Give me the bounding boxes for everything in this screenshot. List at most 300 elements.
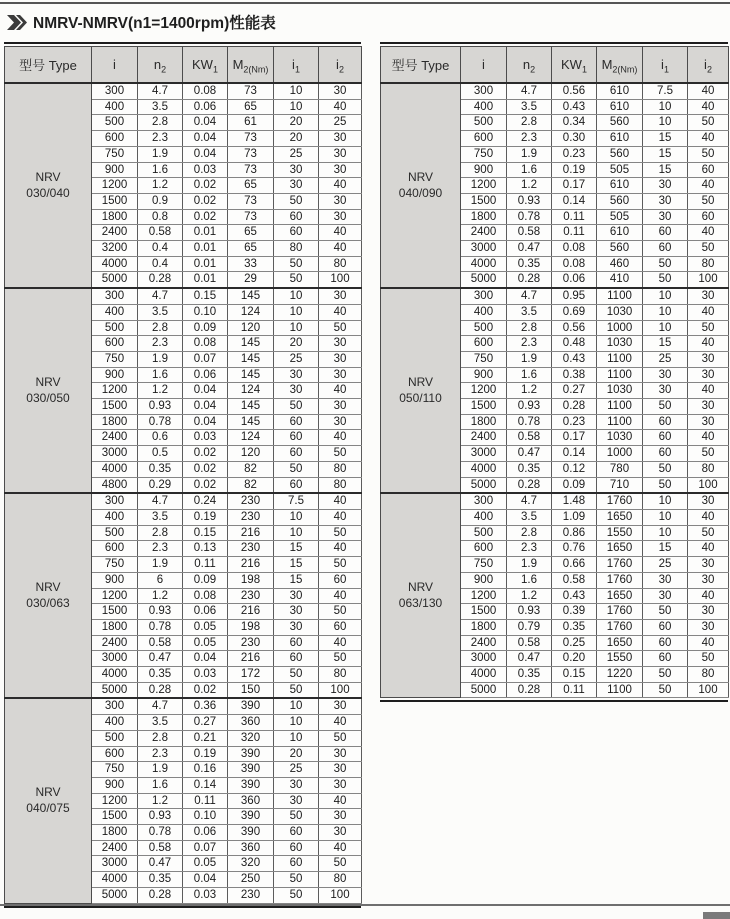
data-cell: 60 — [274, 430, 319, 446]
data-cell: 0.01 — [183, 241, 228, 257]
data-cell: 0.78 — [138, 619, 183, 635]
model-name: NRV — [407, 375, 434, 390]
data-cell: 15 — [274, 557, 319, 573]
data-cell: 0.28 — [507, 477, 552, 493]
data-cell: 0.35 — [507, 667, 552, 683]
data-cell: 65 — [228, 225, 274, 241]
data-cell: 50 — [319, 856, 362, 872]
data-cell: 0.58 — [138, 635, 183, 651]
data-cell: 20 — [274, 131, 319, 147]
data-cell: 4800 — [92, 477, 138, 493]
page-title — [7, 11, 276, 33]
data-cell: 73 — [228, 131, 274, 147]
data-cell: 4.7 — [138, 288, 183, 304]
data-cell: 0.43 — [552, 351, 597, 367]
data-cell: 50 — [643, 604, 688, 620]
data-cell: 0.07 — [183, 840, 228, 856]
data-cell: 1.9 — [138, 146, 183, 162]
data-cell: 0.15 — [183, 525, 228, 541]
data-cell: 30 — [643, 209, 688, 225]
data-cell: 50 — [319, 320, 362, 336]
data-cell: 20 — [274, 746, 319, 762]
data-cell: 30 — [319, 336, 362, 352]
data-cell: 0.95 — [552, 288, 597, 304]
data-cell: 780 — [597, 461, 643, 477]
data-cell: 390 — [228, 809, 274, 825]
data-cell: 40 — [319, 493, 362, 509]
data-cell: 0.78 — [507, 414, 552, 430]
data-cell: 1.6 — [138, 162, 183, 178]
data-cell: 230 — [228, 541, 274, 557]
data-cell: 100 — [688, 682, 729, 698]
data-cell: 300 — [92, 493, 138, 509]
data-cell: 40 — [319, 715, 362, 731]
data-cell: 560 — [597, 146, 643, 162]
data-cell: 0.5 — [138, 446, 183, 462]
data-cell: 750 — [92, 762, 138, 778]
data-cell: 0.30 — [552, 131, 597, 147]
data-cell: 0.35 — [507, 256, 552, 272]
data-cell: 0.69 — [552, 304, 597, 320]
data-cell: 250 — [228, 872, 274, 888]
data-cell: 25 — [274, 351, 319, 367]
data-cell: 50 — [274, 872, 319, 888]
data-cell: 30 — [319, 777, 362, 793]
data-cell: 2400 — [92, 635, 138, 651]
data-cell: 65 — [228, 241, 274, 257]
data-cell: 172 — [228, 667, 274, 683]
data-cell: 50 — [274, 682, 319, 698]
data-cell: 30 — [319, 193, 362, 209]
data-cell: 29 — [228, 272, 274, 288]
data-cell: 10 — [274, 730, 319, 746]
data-cell: 40 — [688, 83, 729, 99]
data-cell: 600 — [461, 541, 507, 557]
data-cell: 1.9 — [138, 762, 183, 778]
data-cell: 100 — [319, 272, 362, 288]
data-cell: 40 — [688, 635, 729, 651]
data-cell: 0.02 — [183, 446, 228, 462]
data-cell: 0.14 — [552, 446, 597, 462]
data-cell: 1.6 — [138, 777, 183, 793]
data-cell: 390 — [228, 825, 274, 841]
data-cell: 1800 — [461, 619, 507, 635]
column-header: $i_1$ — [643, 47, 688, 84]
data-cell: 0.86 — [552, 525, 597, 541]
data-cell: 0.04 — [183, 383, 228, 399]
model-name: NRV — [35, 580, 61, 595]
header-row — [5, 47, 362, 84]
data-cell: 61 — [228, 115, 274, 131]
data-cell: 40 — [319, 541, 362, 557]
data-cell: 0.48 — [552, 336, 597, 352]
data-cell: 30 — [274, 367, 319, 383]
data-cell: 360 — [228, 840, 274, 856]
data-cell: 0.10 — [183, 304, 228, 320]
data-cell: 124 — [228, 304, 274, 320]
model-name: NRV — [35, 375, 61, 390]
data-cell: 40 — [319, 178, 362, 194]
data-cell: 30 — [274, 162, 319, 178]
data-cell: 10 — [274, 525, 319, 541]
column-header: i — [92, 47, 138, 84]
data-cell: 460 — [597, 256, 643, 272]
data-cell: 30 — [274, 619, 319, 635]
data-cell: 750 — [461, 557, 507, 573]
data-cell: 560 — [597, 193, 643, 209]
data-cell: 40 — [319, 241, 362, 257]
model-size: 063/130 — [398, 595, 443, 610]
data-cell: 40 — [688, 178, 729, 194]
data-cell: 0.35 — [138, 461, 183, 477]
data-cell: 600 — [461, 336, 507, 352]
data-cell: 4000 — [461, 461, 507, 477]
data-cell: 145 — [228, 367, 274, 383]
data-cell: 1800 — [92, 414, 138, 430]
data-cell: 40 — [688, 383, 729, 399]
data-cell: 1100 — [597, 399, 643, 415]
data-cell: 610 — [597, 99, 643, 115]
data-cell: 0.06 — [183, 604, 228, 620]
data-cell: 0.01 — [183, 272, 228, 288]
data-cell: 360 — [228, 715, 274, 731]
data-cell: 610 — [597, 178, 643, 194]
data-cell: 80 — [688, 256, 729, 272]
data-cell: 0.15 — [552, 667, 597, 683]
data-cell: 2.3 — [138, 746, 183, 762]
data-cell: 0.15 — [183, 288, 228, 304]
column-header: $i_2$ — [319, 47, 362, 84]
data-cell: 4000 — [461, 667, 507, 683]
model-type-cell — [5, 288, 92, 493]
data-cell: 10 — [643, 493, 688, 509]
data-cell: 30 — [688, 351, 729, 367]
data-cell: 50 — [643, 272, 688, 288]
data-cell: 400 — [92, 99, 138, 115]
data-cell: 500 — [92, 525, 138, 541]
data-cell: 0.56 — [552, 83, 597, 99]
data-cell: 600 — [92, 131, 138, 147]
perf-table-right — [380, 42, 728, 702]
data-cell: 5000 — [461, 682, 507, 698]
data-cell: 900 — [92, 162, 138, 178]
double-chevron-icon — [7, 15, 27, 30]
data-cell: 1100 — [597, 414, 643, 430]
data-cell: 1.48 — [552, 493, 597, 509]
data-cell: 100 — [319, 887, 362, 903]
data-cell: 4.7 — [507, 288, 552, 304]
data-cell: 30 — [274, 383, 319, 399]
data-cell: 60 — [688, 162, 729, 178]
data-cell: 10 — [274, 304, 319, 320]
data-cell: 0.06 — [183, 367, 228, 383]
data-cell: 25 — [319, 115, 362, 131]
data-cell: 50 — [274, 461, 319, 477]
data-cell: 750 — [92, 557, 138, 573]
data-cell: 900 — [92, 572, 138, 588]
data-cell: 230 — [228, 635, 274, 651]
data-cell: 4000 — [92, 461, 138, 477]
data-cell: 60 — [643, 241, 688, 257]
data-cell: 0.13 — [183, 541, 228, 557]
column-header: $M_{2(Nm)}$ — [597, 47, 643, 84]
data-cell: 230 — [228, 887, 274, 903]
data-cell: 600 — [92, 541, 138, 557]
data-cell: 1030 — [597, 430, 643, 446]
data-cell: 80 — [319, 667, 362, 683]
data-cell: 400 — [92, 304, 138, 320]
data-cell: 0.8 — [138, 209, 183, 225]
data-cell: 400 — [92, 715, 138, 731]
data-cell: 216 — [228, 525, 274, 541]
data-cell: 40 — [688, 541, 729, 557]
data-cell: 1.2 — [138, 178, 183, 194]
data-cell: 0.08 — [183, 83, 228, 99]
data-cell: 1100 — [597, 682, 643, 698]
model-type-cell — [5, 83, 92, 288]
data-cell: 900 — [461, 367, 507, 383]
data-cell: 1500 — [461, 604, 507, 620]
data-cell: 0.58 — [507, 225, 552, 241]
data-cell: 1500 — [92, 399, 138, 415]
data-cell: 60 — [643, 225, 688, 241]
model-type-cell — [5, 698, 92, 903]
data-cell: 1760 — [597, 619, 643, 635]
data-cell: 50 — [688, 115, 729, 131]
data-cell: 710 — [597, 477, 643, 493]
column-header: i — [461, 47, 507, 84]
data-cell: 30 — [319, 351, 362, 367]
data-cell: 73 — [228, 209, 274, 225]
data-cell: 82 — [228, 477, 274, 493]
data-cell: 60 — [643, 414, 688, 430]
data-cell: 0.43 — [552, 99, 597, 115]
data-cell: 40 — [319, 588, 362, 604]
data-cell: 1030 — [597, 383, 643, 399]
page-top-border — [0, 2, 730, 4]
data-cell: 750 — [461, 351, 507, 367]
data-cell: 80 — [688, 667, 729, 683]
data-cell: 300 — [461, 288, 507, 304]
data-cell: 0.08 — [183, 336, 228, 352]
data-cell: 40 — [319, 99, 362, 115]
data-cell: 25 — [274, 146, 319, 162]
data-cell: 0.03 — [183, 430, 228, 446]
data-cell: 3000 — [92, 446, 138, 462]
data-cell: 30 — [688, 399, 729, 415]
data-cell: 0.21 — [183, 730, 228, 746]
data-cell: 15 — [643, 541, 688, 557]
data-cell: 3000 — [461, 241, 507, 257]
data-cell: 30 — [319, 146, 362, 162]
data-cell: 3.5 — [138, 99, 183, 115]
data-cell: 60 — [274, 209, 319, 225]
data-cell: 0.47 — [138, 856, 183, 872]
data-cell: 1200 — [461, 178, 507, 194]
data-cell: 1200 — [461, 383, 507, 399]
data-cell: 610 — [597, 225, 643, 241]
data-cell: 15 — [643, 162, 688, 178]
data-cell: 0.05 — [183, 856, 228, 872]
data-cell: 1100 — [597, 351, 643, 367]
data-cell: 3.5 — [507, 304, 552, 320]
data-cell: 40 — [319, 509, 362, 525]
data-cell: 30 — [688, 414, 729, 430]
data-cell: 50 — [274, 399, 319, 415]
model-type-cell — [381, 288, 461, 493]
data-cell: 1.9 — [507, 146, 552, 162]
data-cell: 60 — [274, 825, 319, 841]
column-header: $i_2$ — [688, 47, 729, 84]
data-cell: 1100 — [597, 367, 643, 383]
data-cell: 80 — [319, 477, 362, 493]
data-cell: 50 — [643, 667, 688, 683]
page-corner-mark — [703, 912, 730, 919]
data-cell: 0.04 — [183, 651, 228, 667]
data-cell: 0.28 — [552, 399, 597, 415]
data-cell: 0.06 — [183, 99, 228, 115]
data-cell: 0.93 — [507, 604, 552, 620]
data-cell: 50 — [274, 887, 319, 903]
model-name: NRV — [407, 580, 434, 595]
column-header: $n_2$ — [138, 47, 183, 84]
data-cell: 15 — [643, 131, 688, 147]
data-cell: 3000 — [461, 446, 507, 462]
data-cell: 900 — [461, 572, 507, 588]
data-cell: 60 — [274, 856, 319, 872]
data-cell: 50 — [319, 651, 362, 667]
data-cell: 0.07 — [183, 351, 228, 367]
data-cell: 4.7 — [138, 698, 183, 714]
data-cell: 0.93 — [138, 399, 183, 415]
data-cell: 50 — [274, 667, 319, 683]
data-cell: 80 — [319, 872, 362, 888]
data-cell: 1500 — [92, 604, 138, 620]
data-cell: 0.78 — [138, 414, 183, 430]
data-cell: 10 — [643, 320, 688, 336]
page-title-text: NMRV-NMRV(n1=1400rpm)性能表 — [33, 15, 276, 32]
table-row — [381, 493, 729, 509]
data-cell: 2.3 — [138, 336, 183, 352]
table-row — [5, 698, 362, 714]
data-cell: 30 — [688, 604, 729, 620]
data-cell: 2.8 — [507, 320, 552, 336]
data-cell: 1500 — [461, 399, 507, 415]
data-cell: 0.19 — [183, 746, 228, 762]
data-cell: 15 — [274, 572, 319, 588]
data-cell: 4000 — [92, 667, 138, 683]
data-cell: 0.78 — [138, 825, 183, 841]
data-cell: 120 — [228, 320, 274, 336]
data-cell: 0.11 — [552, 682, 597, 698]
data-cell: 5000 — [461, 477, 507, 493]
data-cell: 0.6 — [138, 430, 183, 446]
table-row — [381, 288, 729, 304]
data-cell: 610 — [597, 83, 643, 99]
model-name: NRV — [35, 785, 61, 800]
data-cell: 145 — [228, 351, 274, 367]
data-cell: 560 — [597, 115, 643, 131]
data-cell: 0.19 — [183, 509, 228, 525]
data-cell: 0.24 — [183, 493, 228, 509]
data-cell: 3.5 — [138, 509, 183, 525]
data-cell: 0.09 — [183, 320, 228, 336]
data-cell: 1.6 — [507, 367, 552, 383]
data-cell: 30 — [274, 604, 319, 620]
data-cell: 505 — [597, 209, 643, 225]
data-cell: 2400 — [461, 430, 507, 446]
data-cell: 10 — [274, 320, 319, 336]
data-cell: 0.47 — [138, 651, 183, 667]
data-cell: 750 — [92, 146, 138, 162]
table-row — [5, 288, 362, 304]
data-cell: 1650 — [597, 509, 643, 525]
performance-table — [4, 46, 362, 904]
data-cell: 600 — [92, 746, 138, 762]
data-cell: 0.27 — [183, 715, 228, 731]
data-cell: 0.23 — [552, 146, 597, 162]
data-cell: 3.5 — [507, 99, 552, 115]
data-cell: 30 — [643, 367, 688, 383]
model-size: 050/110 — [399, 390, 442, 405]
data-cell: 80 — [274, 241, 319, 257]
data-cell: 50 — [274, 193, 319, 209]
data-cell: 50 — [643, 399, 688, 415]
data-cell: 5000 — [92, 887, 138, 903]
data-cell: 60 — [274, 446, 319, 462]
data-cell: 2.3 — [138, 541, 183, 557]
data-cell: 30 — [688, 493, 729, 509]
data-cell: 20 — [274, 115, 319, 131]
data-cell: 1100 — [597, 288, 643, 304]
data-cell: 0.58 — [138, 840, 183, 856]
data-cell: 30 — [274, 588, 319, 604]
data-cell: 10 — [274, 99, 319, 115]
data-cell: 0.02 — [183, 682, 228, 698]
data-cell: 40 — [688, 430, 729, 446]
data-cell: 0.03 — [183, 887, 228, 903]
data-cell: 2400 — [92, 430, 138, 446]
data-cell: 0.04 — [183, 146, 228, 162]
data-cell: 1.6 — [507, 162, 552, 178]
data-cell: 1800 — [92, 825, 138, 841]
data-cell: 30 — [319, 809, 362, 825]
data-cell: 0.58 — [552, 572, 597, 588]
data-cell: 10 — [274, 83, 319, 99]
data-cell: 0.11 — [183, 557, 228, 573]
data-cell: 40 — [319, 304, 362, 320]
model-type-cell — [381, 83, 461, 288]
data-cell: 50 — [643, 477, 688, 493]
data-cell: 0.35 — [138, 872, 183, 888]
data-cell: 50 — [319, 525, 362, 541]
data-cell: 0.36 — [183, 698, 228, 714]
data-cell: 390 — [228, 746, 274, 762]
data-cell: 7.5 — [643, 83, 688, 99]
data-cell: 750 — [461, 146, 507, 162]
data-cell: 3.5 — [507, 509, 552, 525]
data-cell: 2400 — [461, 225, 507, 241]
data-cell: 7.5 — [274, 493, 319, 509]
data-cell: 0.34 — [552, 115, 597, 131]
data-cell: 216 — [228, 557, 274, 573]
data-cell: 50 — [274, 272, 319, 288]
data-cell: 10 — [643, 288, 688, 304]
data-cell: 1000 — [597, 446, 643, 462]
data-cell: 40 — [319, 225, 362, 241]
data-cell: 124 — [228, 383, 274, 399]
model-size: 040/075 — [26, 800, 70, 815]
